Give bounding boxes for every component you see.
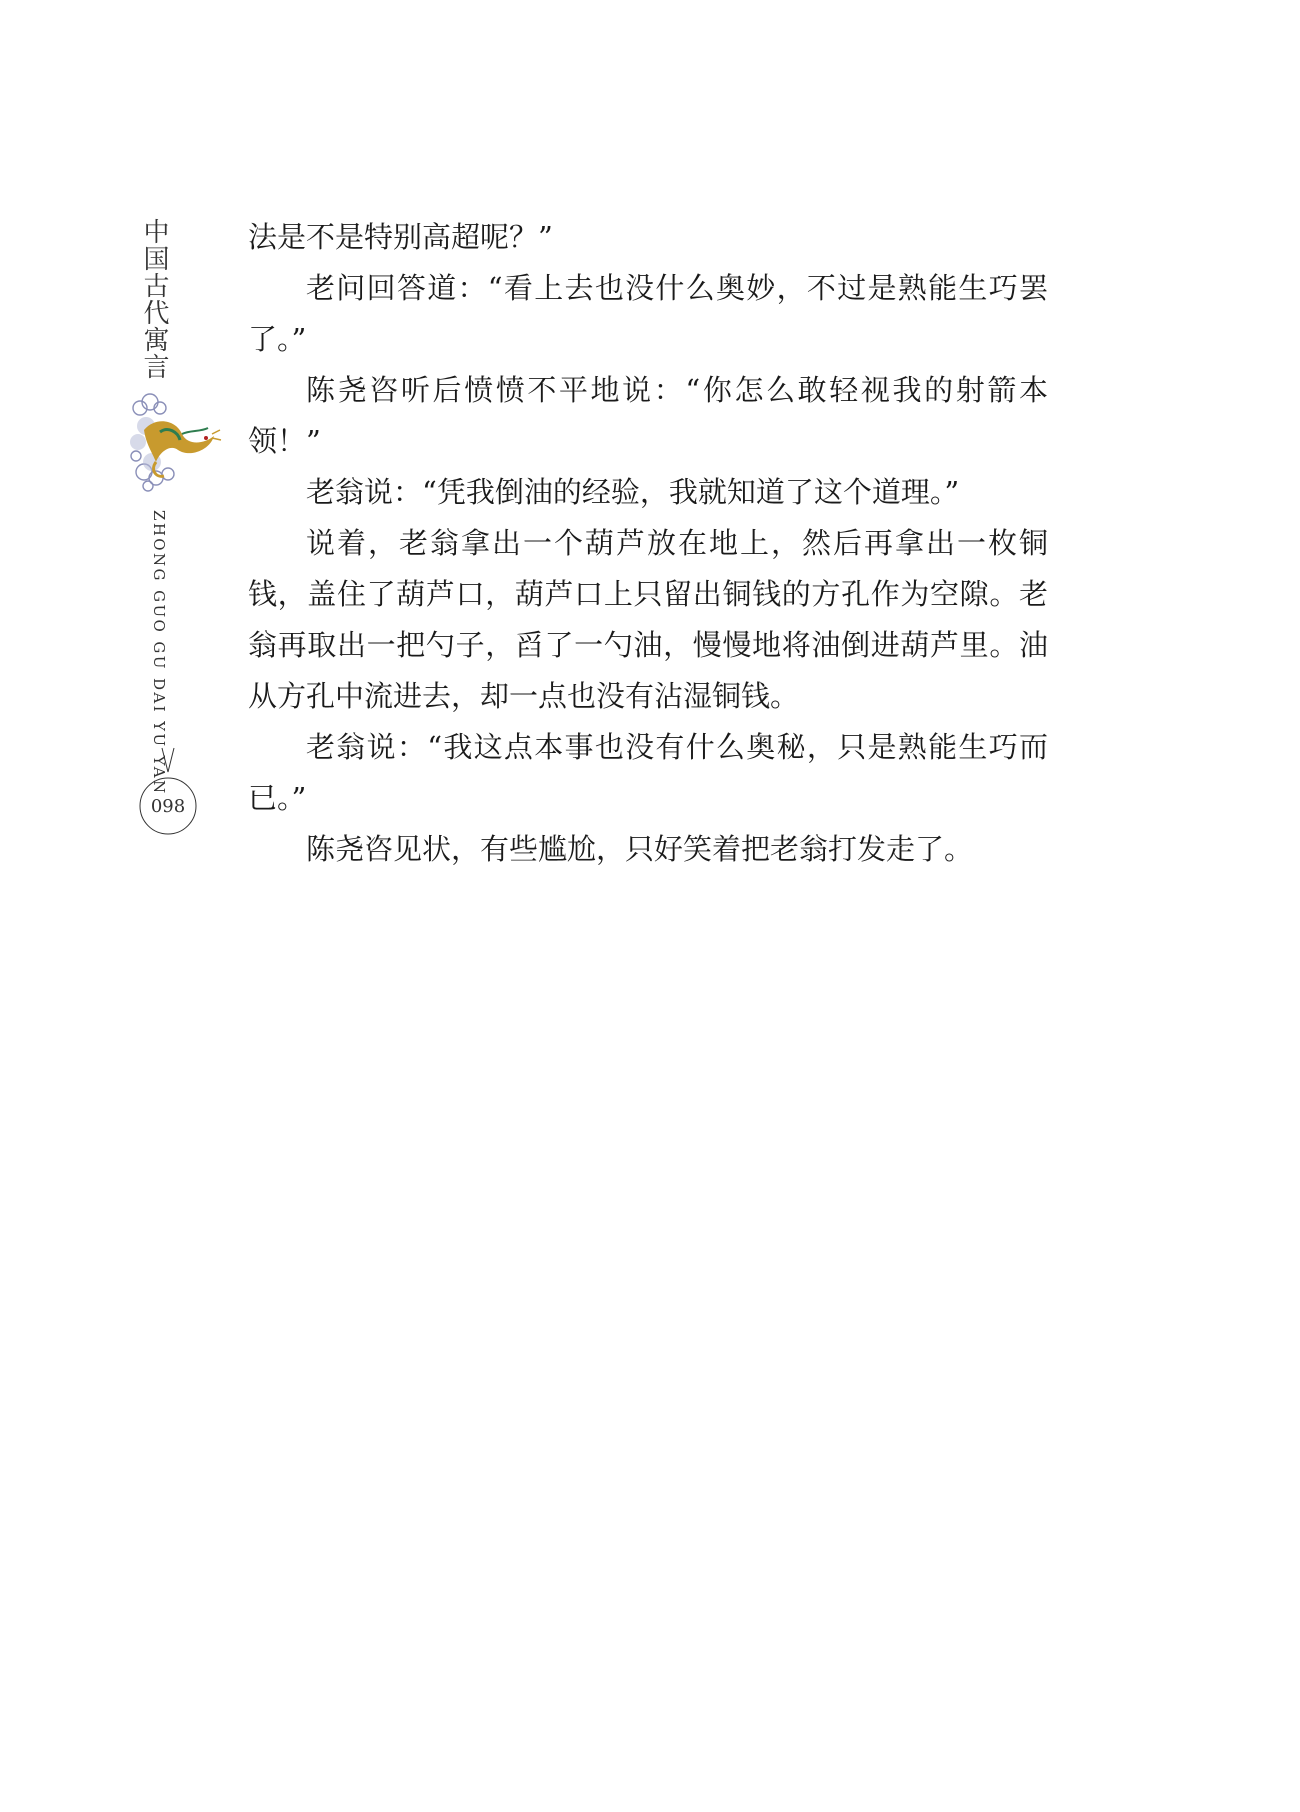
paragraph: 陈尧咨见状，有些尴尬，只好笑着把老翁打发走了。 [306, 832, 974, 866]
body-text [248, 212, 1048, 875]
page-badge [136, 738, 200, 838]
pinyin-title: ZHONG GUO GU DAI YU YAN [150, 510, 168, 796]
sidebar [126, 218, 186, 838]
paragraph: 陈尧咨听后愤愤不平地说：“你怎么敢轻视我的射箭本领！” [248, 373, 1048, 458]
paragraph: 老翁说：“我这点本事也没有什么奥秘，只是熟能生巧而已。” [248, 730, 1048, 815]
paragraph: 老翁说：“凭我倒油的经验，我就知道了这个道理。” [306, 475, 960, 509]
dragon-icon [126, 386, 222, 498]
page-number: 098 [150, 796, 186, 817]
series-title: 中国古代寓言 [139, 218, 169, 380]
paragraph: 说着，老翁拿出一个葫芦放在地上，然后再拿出一枚铜钱，盖住了葫芦口，葫芦口上只留出铜钱的方孔作为空隙。老翁再取出一把勺子，舀了一勺油，慢慢地将油倒进葫芦里。油从方孔中流进去，却一点也没有沾湿铜钱。 [248, 526, 1048, 713]
paragraph: 老问回答道：“看上去也没什么奥妙，不过是熟能生巧罢了。” [248, 271, 1048, 356]
page-badge-frame [136, 738, 200, 838]
paragraph: 法是不是特别高超呢？” [248, 220, 553, 254]
